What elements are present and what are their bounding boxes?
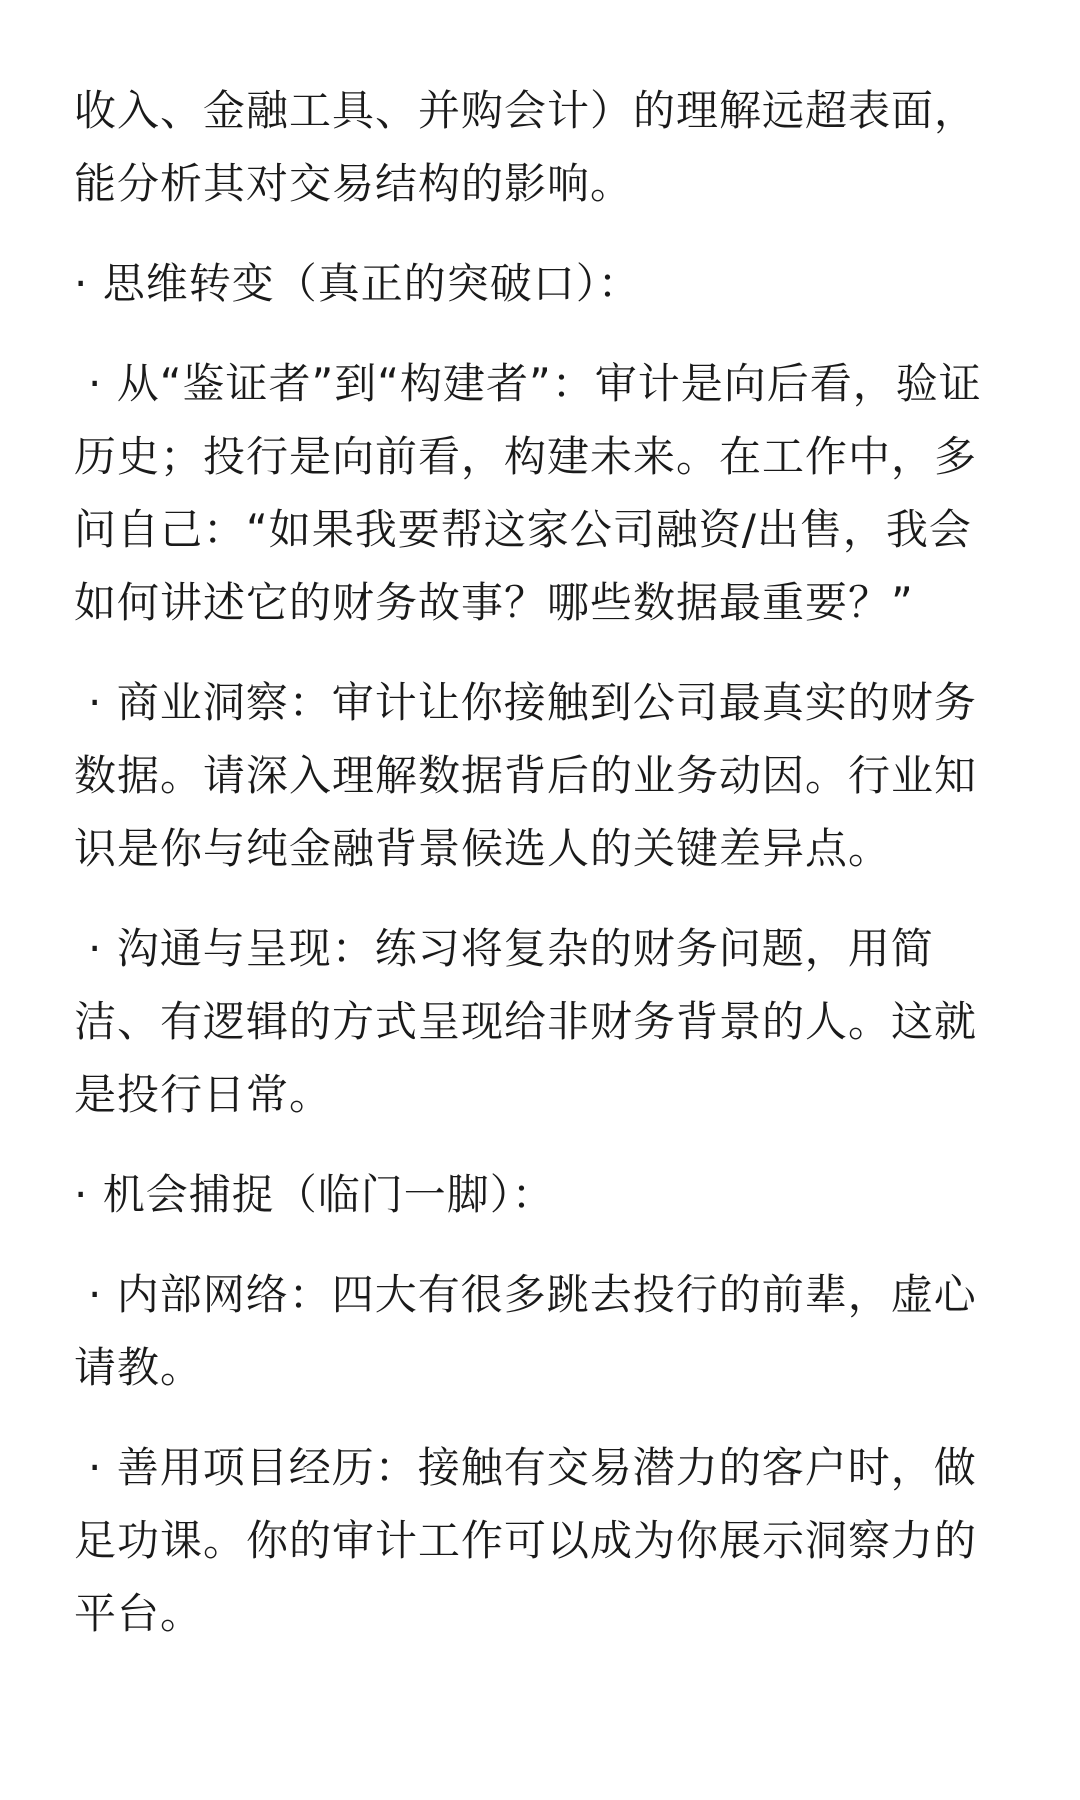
paragraph-continuation: 收入、金融工具、并购会计）的理解远超表面，能分析其对交易结构的影响。 bbox=[74, 86, 978, 208]
list-item-communication: · 沟通与呈现：练习将复杂的财务问题，用简洁、有逻辑的方式呈现给非财务背景的人。这就是投行日常。 bbox=[74, 924, 978, 1119]
list-item-business-insight: · 商业洞察：审计让你接触到公司最真实的财务数据。请深入理解数据背后的业务动因。行业知识是你与纯金融背景候选人的关键差异点。 bbox=[74, 678, 978, 873]
article-body bbox=[74, 74, 1014, 1677]
section-heading-opportunity: · 机会捕捉（临门一脚）： bbox=[74, 1170, 555, 1219]
list-item-internal-network: · 内部网络：四大有很多跳去投行的前辈，虚心请教。 bbox=[74, 1270, 977, 1392]
list-item-verifier-to-builder: · 从“鉴证者”到“构建者”：审计是向后看，验证历史；投行是向前看，构建未来。在工作中，多问自己：“如果我要帮这家公司融资/出售，我会如何讲述它的财务故事？哪些数据最重要？” bbox=[74, 359, 982, 627]
section-heading-mindset-shift: · 思维转变（真正的突破口）： bbox=[74, 259, 641, 308]
list-item-project-experience: · 善用项目经历：接触有交易潜力的客户时，做足功课。你的审计工作可以成为你展示洞察力的平台。 bbox=[74, 1443, 978, 1638]
